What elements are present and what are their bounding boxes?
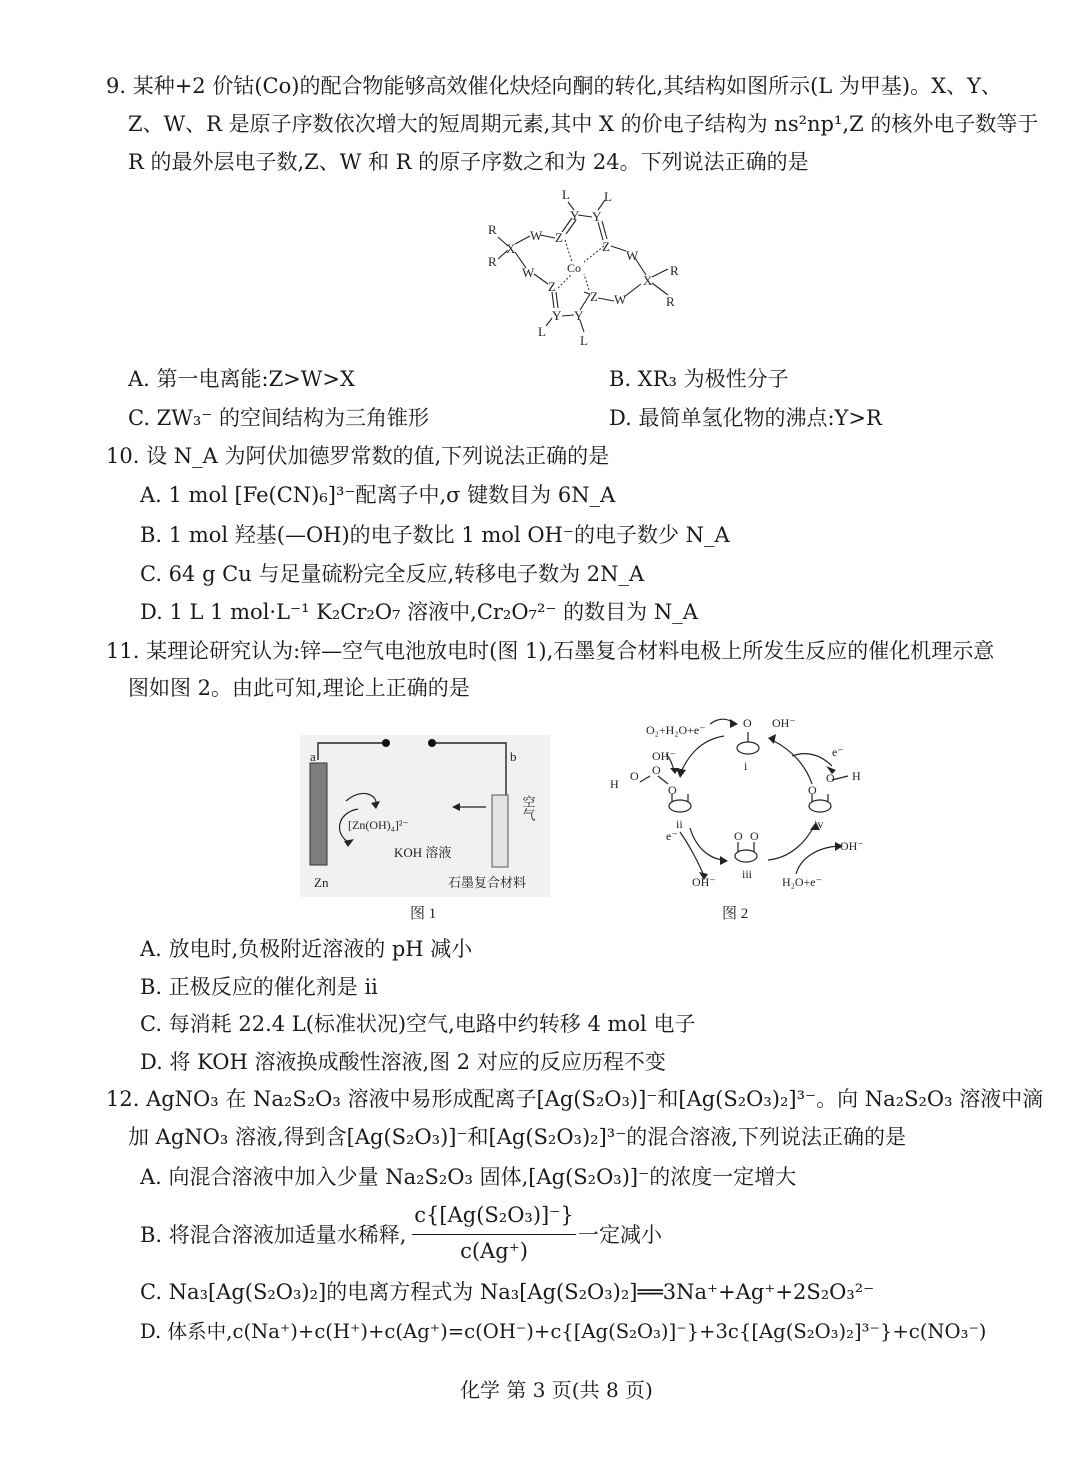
electrode-b-label: b (510, 749, 517, 764)
figure-1-zinc-air-battery (300, 735, 550, 925)
terminal-dot (428, 739, 436, 747)
air-label: 空气 (520, 795, 536, 821)
co-label: Co (567, 261, 582, 275)
y-label: Y (570, 208, 580, 223)
graphite-electrode (492, 795, 508, 867)
oxygen-label: O (734, 829, 743, 843)
z-label: Z (555, 230, 563, 245)
zinc-electrode (310, 763, 327, 865)
q12-option-a: A. 向混合溶液中加入少量 Na₂S₂O₃ 固体,[Ag(S₂O₃)]⁻的浓度一定增大 (140, 1165, 797, 1189)
hydrogen-label: H (852, 769, 861, 783)
r-label: R (670, 263, 679, 278)
q10-option-b: B. 1 mol 羟基(—OH)的电子数比 1 mol OH⁻的电子数少 N_A (140, 523, 730, 547)
page-footer: 化学 第 3 页(共 8 页) (460, 1378, 653, 1402)
y-label: Y (592, 209, 602, 224)
terminal-dot (382, 739, 390, 747)
figure-2-catalytic-cycle (600, 710, 890, 925)
q10-option-a: A. 1 mol [Fe(CN)₆]³⁻配离子中,σ 键数目为 6N_A (140, 483, 616, 507)
oxygen-label: O (630, 769, 639, 783)
x-label: X (643, 273, 653, 288)
reactant-label: H₂O+e⁻ (782, 875, 822, 889)
y-label: Y (574, 308, 584, 323)
cycle-step-iv-label: iv (814, 817, 824, 831)
w-label: W (530, 228, 543, 243)
w-label: W (522, 265, 535, 280)
q11-option-d: D. 将 KOH 溶液换成酸性溶液,图 2 对应的反应历程不变 (140, 1050, 666, 1074)
q9-stem-line2: Z、W、R 是原子序数依次增大的短周期元素,其中 X 的价电子结构为 ns²np¹,Z 的核外电子数等于 (128, 112, 1039, 136)
l-label: L (562, 187, 570, 202)
q9-option-a: A. 第一电离能:Z>W>X (128, 367, 355, 391)
q11-option-b: B. 正极反应的催化剂是 ii (140, 975, 378, 999)
hydroxide-label: OH⁻ (840, 839, 864, 853)
hydroxide-label: OH⁻ (692, 875, 716, 889)
z-label: Z (602, 239, 610, 254)
oxygen-label: O (808, 783, 817, 797)
q12-option-d: D. 体系中,c(Na⁺)+c(H⁺)+c(Ag⁺)=c(OH⁻)+c{[Ag(S₂O₃)]⁻}+3c{[Ag(S₂O₃)₂]³⁻}+c(NO₃⁻) (140, 1320, 987, 1343)
oxygen-label: O (743, 716, 752, 730)
l-label: L (580, 333, 588, 348)
q12-fraction-denominator: c(Ag⁺) (460, 1239, 528, 1263)
electron-label: e⁻ (666, 829, 678, 843)
z-label: Z (548, 279, 556, 294)
oxygen-label: O (826, 771, 835, 785)
cobalt-complex-structure (470, 180, 700, 350)
figure-2-caption: 图 2 (722, 906, 749, 922)
hydroxide-label: OH⁻ (652, 749, 676, 763)
q10-option-c: C. 64 g Cu 与足量硫粉完全反应,转移电子数为 2N_A (140, 562, 645, 586)
q12-option-b-prefix: B. 将混合溶液加适量水稀释, (140, 1223, 407, 1247)
q12-stem-line1: 12. AgNO₃ 在 Na₂S₂O₃ 溶液中易形成配离子[Ag(S₂O₃)]⁻和[Ag(S₂O₃)₂]³⁻。向 Na₂S₂O₃ 溶液中滴 (106, 1087, 1044, 1111)
fraction-bar (412, 1234, 576, 1235)
koh-solution-label: KOH 溶液 (394, 845, 452, 860)
q12-option-c: C. Na₃[Ag(S₂O₃)₂]的电离方程式为 Na₃[Ag(S₂O₃)₂]══3Na⁺+Ag⁺+2S₂O₃²⁻ (140, 1280, 875, 1304)
q10-stem: 10. 设 N_A 为阿伏加德罗常数的值,下列说法正确的是 (106, 444, 610, 468)
l-label: L (604, 189, 612, 204)
q12-stem-line2: 加 AgNO₃ 溶液,得到含[Ag(S₂O₃)]⁻和[Ag(S₂O₃)₂]³⁻的混合溶液,下列说法正确的是 (128, 1125, 906, 1149)
y-label: Y (552, 308, 562, 323)
oxygen-label: O (750, 829, 759, 843)
hydrogen-label: H (610, 777, 619, 791)
q12-fraction-numerator: c{[Ag(S₂O₃)]⁻} (414, 1203, 574, 1227)
q11-option-a: A. 放电时,负极附近溶液的 pH 减小 (140, 937, 473, 961)
x-label: X (506, 241, 516, 256)
electrode-a-label: a (310, 749, 316, 764)
figure-1-caption: 图 1 (410, 906, 437, 922)
q10-option-d: D. 1 L 1 mol·L⁻¹ K₂Cr₂O₇ 溶液中,Cr₂O₇²⁻ 的数目为 N_A (140, 600, 698, 624)
q9-stem-line3: R 的最外层电子数,Z、W 和 R 的原子序数之和为 24。下列说法正确的是 (128, 150, 809, 174)
reactant-label: O₂+H₂O+e⁻ (646, 723, 706, 737)
w-label: W (626, 248, 639, 263)
z-label: Z (590, 289, 598, 304)
cycle-step-i-label: i (744, 759, 748, 773)
oxygen-label: O (668, 783, 677, 797)
q9-option-d: D. 最简单氢化物的沸点:Y>R (609, 406, 882, 430)
w-label: W (614, 292, 627, 307)
l-label: L (538, 324, 546, 339)
cycle-step-ii-label: ii (676, 817, 683, 831)
q11-option-c: C. 每消耗 22.4 L(标准状况)空气,电路中约转移 4 mol 电子 (140, 1012, 696, 1036)
zincate-complex-label: [Zn(OH)₄]²⁻ (348, 818, 409, 832)
catalyst-site-i (737, 742, 759, 754)
graphite-composite-label: 石墨复合材料 (448, 875, 527, 890)
q11-stem-line2: 图如图 2。由此可知,理论上正确的是 (128, 676, 470, 700)
r-label: R (666, 294, 675, 309)
electron-label: e⁻ (832, 745, 844, 759)
r-label: R (488, 222, 497, 237)
oxygen-label: O (652, 763, 661, 777)
q11-stem-line1: 11. 某理论研究认为:锌—空气电池放电时(图 1),石墨复合材料电极上所发生反应的催化机理示意 (106, 639, 995, 663)
r-label: R (488, 254, 497, 269)
q9-option-c: C. ZW₃⁻ 的空间结构为三角锥形 (128, 406, 430, 430)
hydroxide-label: OH⁻ (772, 716, 796, 730)
cycle-step-iii-label: iii (742, 867, 753, 881)
q9-stem-line1: 9. 某种+2 价钴(Co)的配合物能够高效催化炔烃向酮的转化,其结构如图所示(L 为甲基)。X、Y、 (106, 74, 1002, 98)
q9-option-b: B. XR₃ 为极性分子 (609, 367, 789, 391)
zn-label: Zn (314, 875, 329, 890)
q12-option-b-suffix: 一定减小 (578, 1223, 662, 1247)
